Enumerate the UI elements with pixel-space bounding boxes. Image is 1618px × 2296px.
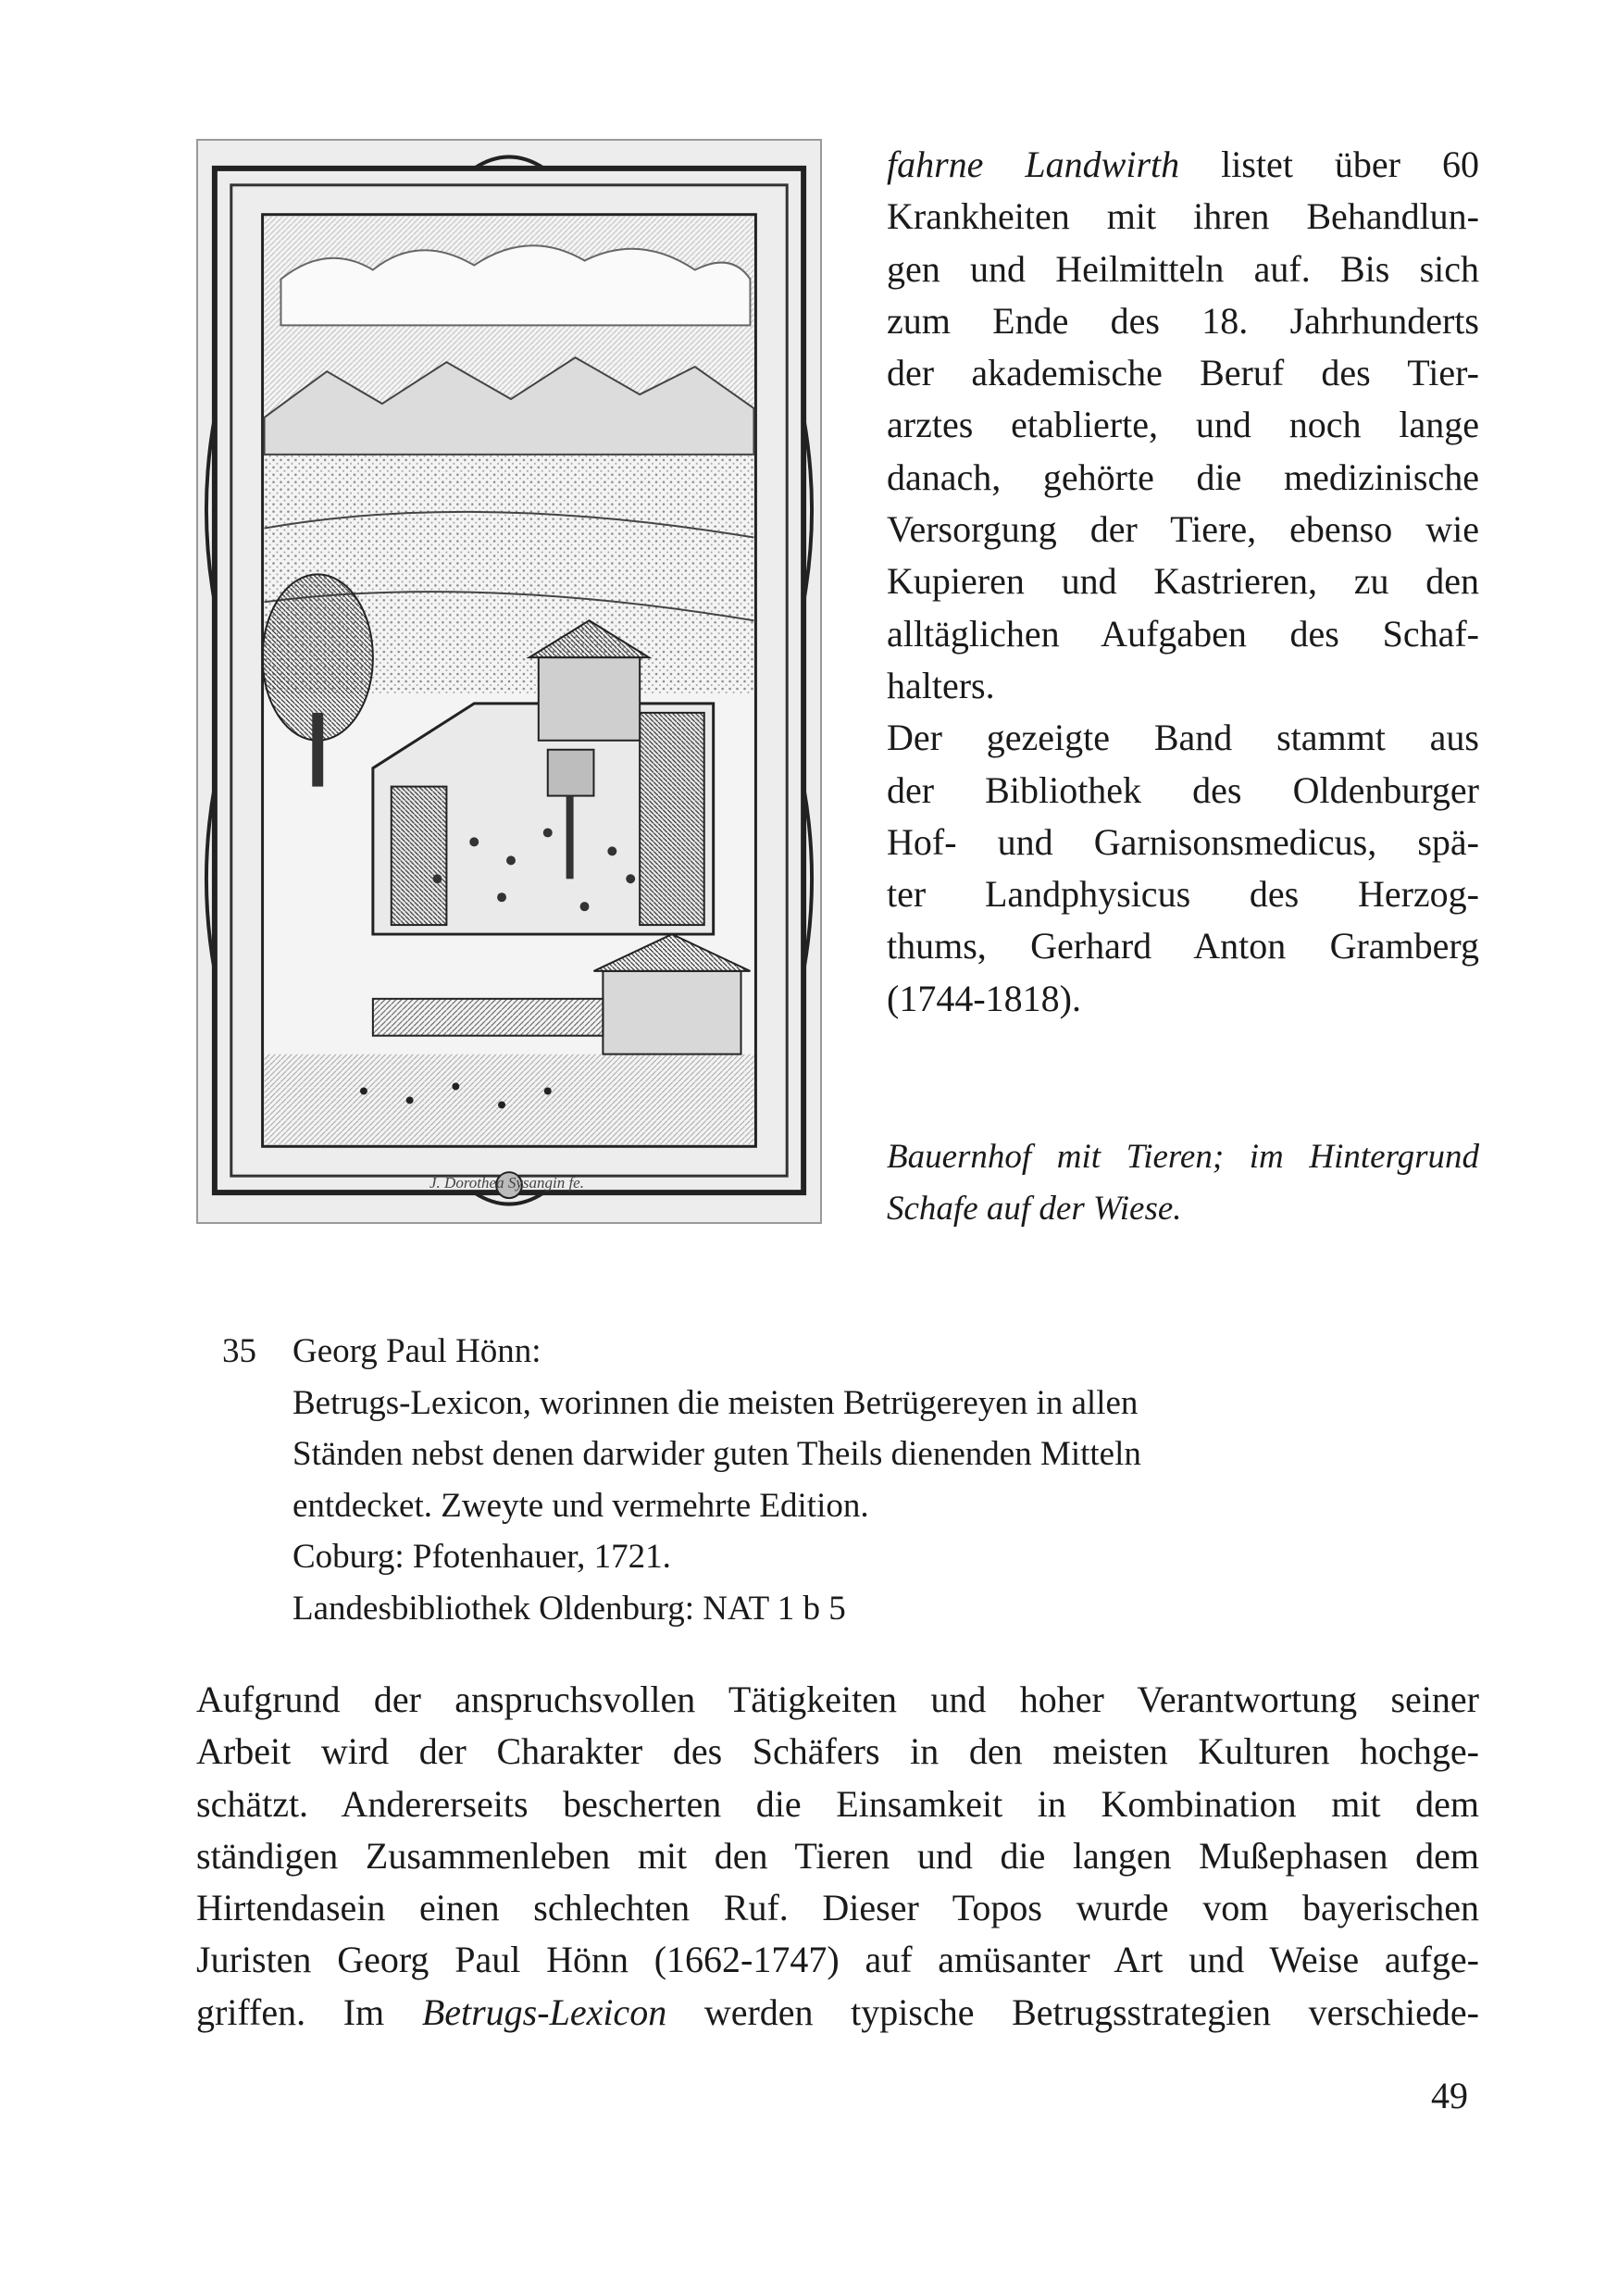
entry-imprint: Coburg: Pfotenhauer, 1721. (292, 1538, 671, 1576)
engraving-signature: J. Dorothea Sysangin fe. (429, 1174, 584, 1192)
caption-line: Bauernhof mit Tieren; im Hintergrund (887, 1138, 1479, 1176)
text-line (196, 1987, 1479, 2039)
italic-title: fahrne Landwirth (887, 144, 1180, 185)
page-number: 49 (1431, 2075, 1468, 2116)
body-paragraph (196, 1674, 1479, 2039)
text-line: schätzt. Andererseits bescherten die Einsamkeit in Kombination mit dem (196, 1782, 1479, 1825)
entry-title-line: Ständen nebst denen darwider guten Theils dienenden Mitteln (292, 1435, 1141, 1473)
text-line: halters. (887, 664, 995, 706)
text-line: Hirtendasein einen schlechten Ruf. Dieser Topos wurde vom bayerischen (196, 1887, 1479, 1929)
text-line: Juristen Georg Paul Hönn (1662-1747) auf amüsanter Art und Weise aufge- (196, 1939, 1479, 1981)
entry-number: 35 (222, 1332, 256, 1370)
text-line: Aufgrund der anspruchsvollen Tätigkeiten und hoher Verantwortung seiner (196, 1678, 1479, 1720)
italic-title: Betrugs-Lexicon (421, 1990, 667, 2033)
text-line: Versorgung der Tiere, ebenso wie (887, 508, 1479, 551)
text-line: Kupieren und Kastrieren, zu den (887, 560, 1479, 603)
text-line: der Bibliothek des Oldenburger (887, 768, 1479, 811)
text-fragment: werden typische Betrugsstrategien verschiede- (666, 1990, 1479, 2033)
text-line: (1744-1818). (887, 977, 1081, 1019)
text-fragment: listet über 60 (1179, 144, 1479, 185)
text-line: danach, gehörte die medizinische (887, 455, 1479, 498)
text-line: thums, Gerhard Anton Gramberg (887, 925, 1479, 967)
text-line (887, 139, 1479, 191)
text-line: Der gezeigte Band stammt aus (887, 717, 1479, 759)
text-line: ter Landphysicus des Herzog- (887, 873, 1479, 916)
engraving-farmyard-illustration (196, 139, 822, 1224)
text-line: Arbeit wird der Charakter des Schäfers in den meisten Kulturen hochge- (196, 1730, 1479, 1773)
entry-title-line: Betrugs-Lexicon, worinnen die meisten Betrügereyen in allen (292, 1383, 1139, 1422)
text-line: Hof- und Garnisonsmedicus, spä- (887, 820, 1479, 863)
text-line: zum Ende des 18. Jahrhunderts (887, 299, 1479, 342)
text-line: ständigen Zusammenleben mit den Tieren und die langen Mußephasen dem (196, 1834, 1479, 1877)
text-line: arztes etablierte, und noch lange (887, 404, 1479, 446)
figure-caption (887, 1131, 1479, 1235)
entry-author: Georg Paul Hönn: (292, 1332, 541, 1370)
entry-title-line: entdecket. Zweyte und vermehrte Edition. (292, 1486, 869, 1525)
right-column-text (887, 139, 1479, 1025)
entry-lines (292, 1326, 1218, 1634)
caption-line: Schafe auf der Wiese. (887, 1190, 1182, 1228)
text-line: gen und Heilmitteln auf. Bis sich (887, 247, 1479, 290)
entry-shelfmark: Landesbibliothek Oldenburg: NAT 1 b 5 (292, 1589, 846, 1628)
text-line: alltäglichen Aufgaben des Schaf- (887, 612, 1479, 655)
text-line: der akademische Beruf des Tier- (887, 352, 1479, 394)
text-fragment: griffen. Im (196, 1990, 422, 2033)
engraving-drawing (198, 141, 820, 1222)
text-line: Krankheiten mit ihren Behandlun- (887, 195, 1479, 238)
